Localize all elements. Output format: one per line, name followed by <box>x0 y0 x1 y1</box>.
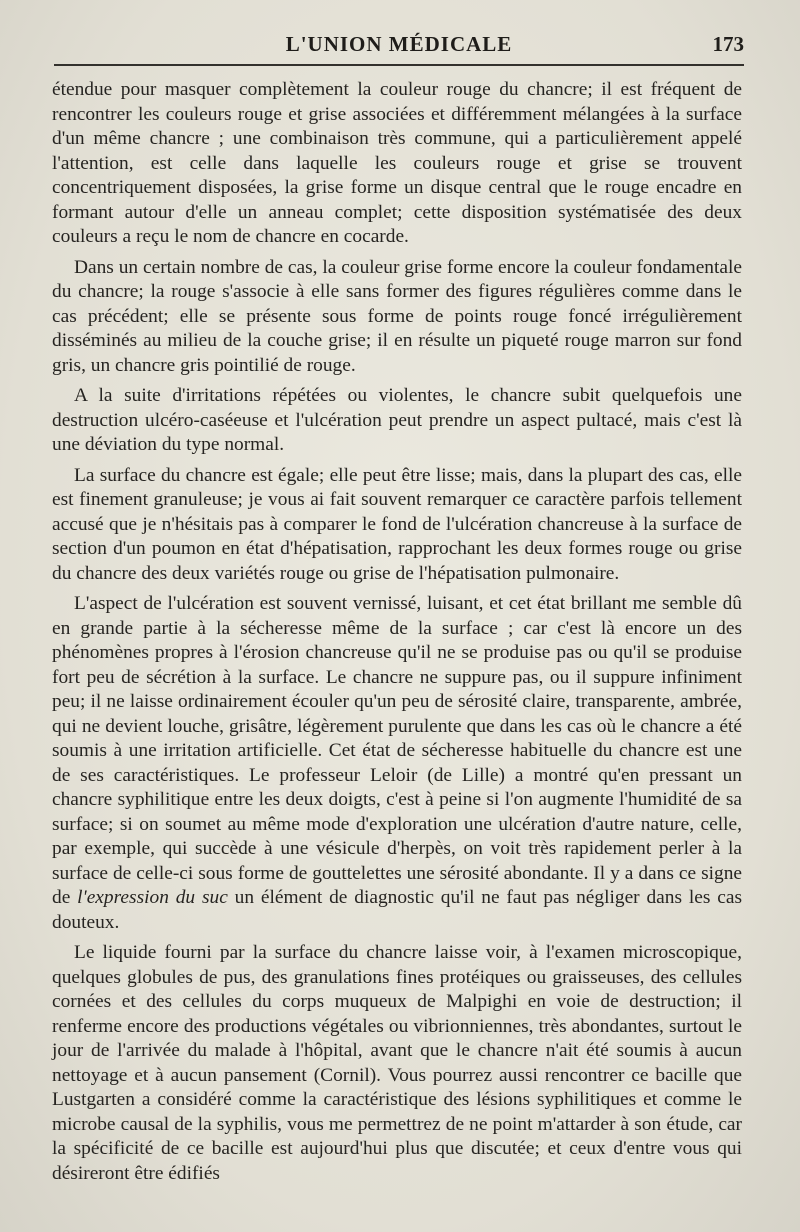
paragraph-3: A la suite d'irritations répétées ou violentes, le chancre subit quelquefois une destruction ulcéro-caséeuse et l'ulcération peut prendre un aspect pultacé, mais c'est là une déviation du type normal. <box>52 385 742 455</box>
paragraph-5-text-after: un élément de diagnostic qu'il ne faut pas négliger dans les cas douteux. <box>52 887 742 933</box>
paragraph-4: La surface du chancre est égale; elle peut être lisse; mais, dans la plupart des cas, elle est finement granuleuse; je vous ai fait souvent remarquer ce caractère parfois tellement accusé que je n'hésitais pas à comparer le fond de l'ulcération chancreuse à la surface de section d'un poumon en état d'hépatisation, rapprochant les deux formes rouge ou grise du chancre des deux variétés rouge ou grise de l'hépatisation pulmonaire. <box>52 464 742 584</box>
body-text <box>52 78 742 1186</box>
paragraph-5-text: L'aspect de l'ulcération est souvent vernissé, luisant, et cet état brillant me semble dû en grande partie à la sécheresse même de la surface ; car c'est là encore un des phénomènes propres à l'érosion chancreuse qu'il ne se produise pas ou qu'il se produise fort peu de sécrétion à la surface. Le chancre ne suppure pas, ou il suppure infiniment peu; il ne laisse ordinairement écouler qu'un peu de sérosité claire, transparente, ambrée, qui ne devient louche, grisâtre, légèrement purulente que dans les cas où le chancre a été soumis à une irritation artificielle. Cet état de sécheresse habituelle du chancre est une de ses caractéristiques. Le professeur Leloir (de Lille) a montré qu'en pressant un chancre syphilitique entre les deux doigts, c'est à peine si l'on augmente l'humidité de sa surface; si on soumet au même mode d'exploration une ulcération d'autre nature, celle, par exemple, qui succède à une vésicule d'herpès, on voit très rapidement perler à la surface de celle-ci sous forme de gouttelettes une sérosité abondante. Il y a dans ce signe de <box>52 593 742 908</box>
header-rule <box>54 64 744 66</box>
paragraph-5-italic-term: l'expression du suc <box>77 887 228 908</box>
paragraph-5 <box>52 592 742 935</box>
page-number: 173 <box>712 32 744 56</box>
running-title: L'UNION MÉDICALE <box>285 32 513 56</box>
paragraph-1: étendue pour masquer complètement la couleur rouge du chancre; il est fréquent de rencontrer les couleurs rouge et grise associées et différemment mélangées à la surface d'un même chancre ; une combinaison très commune, qui a particulièrement appelé l'attention, est celle dans laquelle les couleurs rouge et grise se trouvent concentriquement disposées, la grise forme un disque central que le rouge encadre en formant autour d'elle un anneau complet; cette disposition systématisée des deux couleurs a reçu le nom de chancre en cocarde. <box>52 79 742 247</box>
paragraph-2: Dans un certain nombre de cas, la couleur grise forme encore la couleur fondamentale du chancre; la rouge s'associe à elle sans former des figures régulières comme dans le cas précédent; elle se présente sous forme de points rouge foncé irrégulièrement disséminés au milieu de la couche grise; il en résulte un piqueté rouge marron sur fond gris, un chancre gris pointilié de rouge. <box>52 256 742 376</box>
paragraph-6: Le liquide fourni par la surface du chancre laisse voir, à l'examen microscopique, quelques globules de pus, des granulations fines protéiques ou graisseuses, des cellules cornées et des cellules du corps muqueux de Malpighi en voie de destruction; il renferme encore des productions végétales ou vibrionniennes, très abondantes, surtout le jour de l'arrivée du malade à l'hôpital, avant que le chancre n'ait été soumis à aucun nettoyage et à aucun pansement (Cornil). Vous pourrez aussi rencontrer ce bacille que Lustgarten a considéré comme la caractéristique des lésions syphilitiques et comme le microbe causal de la syphilis, vous me permettrez de ne point m'attarder à son étude, car la spécificité de ce bacille est aujourd'hui plus que discutée; et ceux d'entre vous qui désireront être édifiés <box>52 942 742 1184</box>
page-header <box>54 30 744 64</box>
